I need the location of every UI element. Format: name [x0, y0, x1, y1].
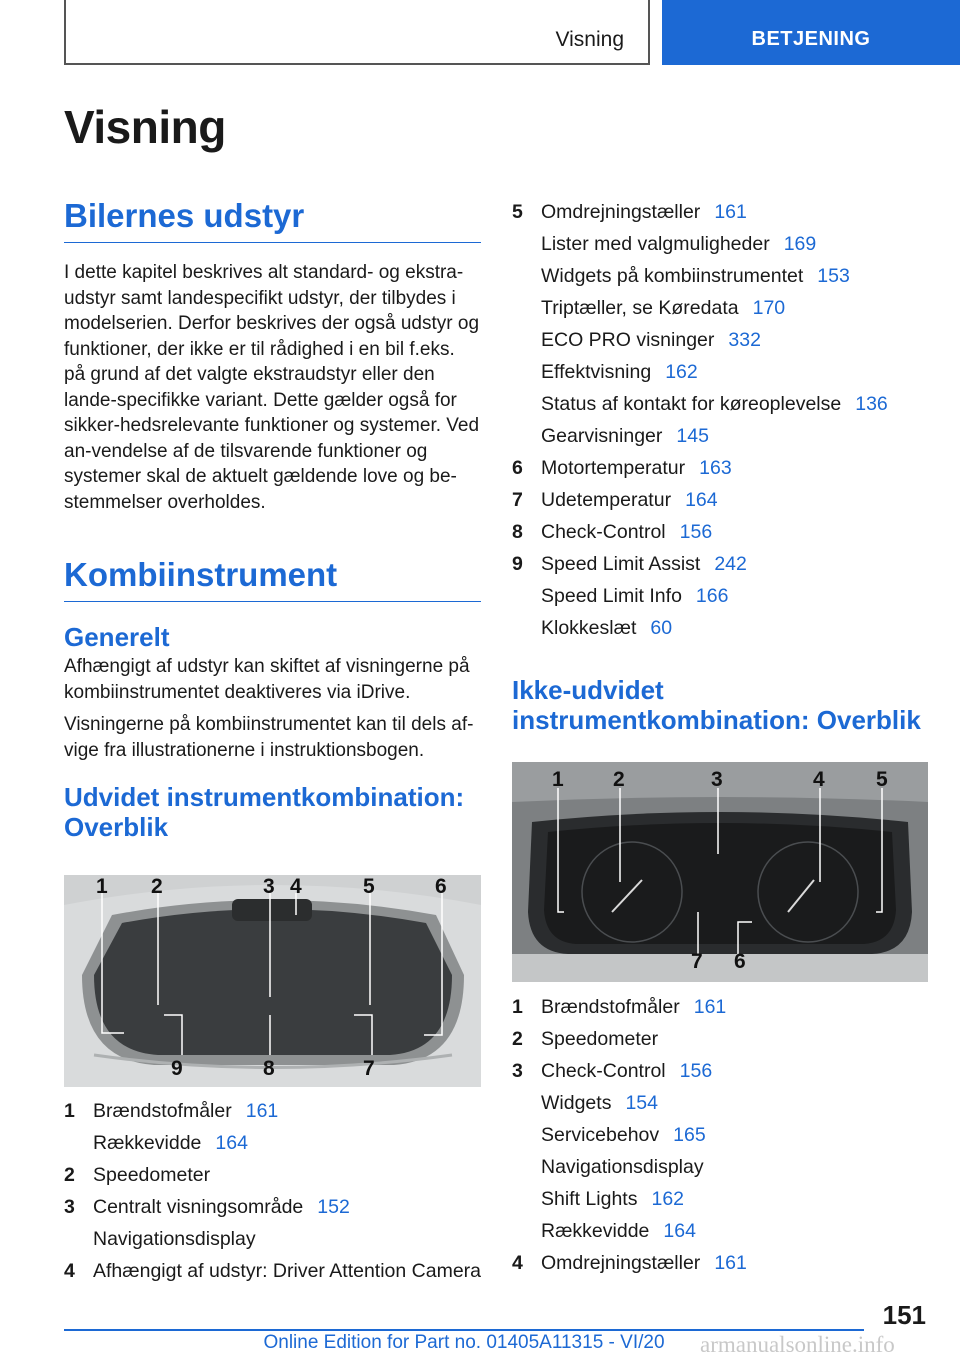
page-reference-link[interactable]: 242: [714, 553, 747, 575]
list-item: 3 Centralt visningsområde 152: [64, 1196, 350, 1218]
right-column: [512, 196, 928, 1279]
list-item: 4 Afhængigt af udstyr: Driver Attention Camera: [64, 1260, 482, 1282]
list-item: Status af kontakt for køreoplevelse 136: [541, 393, 888, 415]
header-chapter-tab: [662, 0, 960, 65]
footer-edition-text: Online Edition for Part no. 01405A11315 - VI/20: [263, 1332, 665, 1353]
figure-extended-cluster-drawing: [64, 875, 481, 1087]
page-reference-link[interactable]: 156: [679, 521, 713, 543]
list-item: 9 Speed Limit Assist 242: [512, 553, 747, 575]
page-reference-link[interactable]: 164: [663, 1220, 696, 1242]
figure-label: 8: [263, 1057, 275, 1080]
page-reference-link[interactable]: 161: [714, 201, 747, 223]
figure-label: 6: [435, 875, 447, 898]
list-item: 1 Brændstofmåler 161: [512, 996, 727, 1018]
list-item: Navigationsdisplay: [541, 1156, 704, 1178]
figure-label: 7: [363, 1057, 375, 1080]
list-item: 2 Speedometer: [512, 1028, 659, 1050]
list-item: 1 Brændstofmåler 161: [64, 1100, 279, 1122]
watermark-text: armanualsonline.info: [700, 1332, 895, 1357]
figure-label: 2: [151, 875, 163, 898]
heading-generelt: Generelt: [64, 622, 170, 652]
list-item: 2 Speedometer: [64, 1164, 211, 1186]
figure-label: 7: [691, 950, 703, 973]
figure-extended-cluster: [64, 875, 481, 1087]
page-reference-link[interactable]: 152: [317, 1196, 350, 1218]
footer-divider: [64, 1329, 864, 1331]
page-reference-link[interactable]: 161: [714, 1252, 747, 1274]
page-reference-link[interactable]: 156: [679, 1060, 713, 1082]
legend-list-standard: [512, 991, 928, 1279]
figure-label: 2: [613, 768, 625, 791]
header-chapter-title: BETJENING: [751, 28, 871, 50]
list-item: Klokkeslæt 60: [541, 617, 673, 639]
legend-list-extended: [64, 1095, 481, 1287]
heading-bilernes-udstyr: Bilernes udstyr: [64, 196, 481, 243]
page-reference-link[interactable]: 164: [215, 1132, 248, 1154]
legend-list-extended-continued: [512, 196, 928, 644]
page-reference-link[interactable]: 161: [693, 996, 727, 1018]
list-item: Rækkevidde 164: [93, 1132, 248, 1154]
page-reference-link[interactable]: 165: [673, 1124, 706, 1146]
left-column: [64, 190, 481, 1287]
heading-ikke-udvidet-overblik: Ikke-udvidet instrumentkombination: Overblik: [512, 675, 921, 735]
figure-label: 3: [263, 875, 275, 898]
page-reference-link[interactable]: 161: [245, 1100, 279, 1122]
page-number: 151: [882, 1300, 926, 1330]
page-reference-link[interactable]: 162: [651, 1188, 685, 1210]
figure-label: 5: [876, 768, 888, 791]
figure-label: 4: [290, 875, 302, 898]
intro-paragraph: I dette kapitel beskrives alt standard- og ekstra-udstyr samt landespecifikt udstyr, der tilbydes i modelserien. Derfor beskrives der også udstyr og funktioner, der ikke er til rådighed i en bil f.eks. på grund af det valgte ekstraudstyr eller den lande-specifikke variant. Dette gælder også for sikker-hedsrelevante funktioner og systemer. Ved an-vendelse af de tilsvarende funktioner og systemer skal de aktuelt gældende love og be-stemmelser overholdes.: [64, 262, 480, 513]
page-reference-link[interactable]: 332: [728, 329, 761, 351]
figure-label: 5: [363, 875, 375, 898]
page-reference-link[interactable]: 145: [676, 425, 709, 447]
figure-label: 1: [96, 875, 108, 898]
heading-udvidet-overblik: Udvidet instrumentkombination: Overblik: [64, 782, 465, 842]
generelt-paragraph-2: Visningerne på kombiinstrumentet kan til dels af-vige fra illustrationerne i instruktionsbogen.: [64, 714, 474, 761]
figure-standard-cluster-drawing: [512, 762, 928, 982]
list-item: 4 Omdrejningstæller 161: [512, 1252, 747, 1274]
page-reference-link[interactable]: 154: [625, 1092, 658, 1114]
list-item: 3 Check-Control 156: [512, 1060, 713, 1082]
list-item: 6 Motortemperatur 163: [512, 457, 732, 479]
page-reference-link[interactable]: 162: [665, 361, 698, 383]
page-reference-link[interactable]: 170: [752, 297, 786, 319]
list-item: Navigationsdisplay: [93, 1228, 256, 1250]
list-item: Shift Lights 162: [541, 1188, 685, 1210]
page-reference-link[interactable]: 60: [650, 617, 673, 639]
list-item: Rækkevidde 164: [541, 1220, 696, 1242]
page-reference-link[interactable]: 153: [817, 265, 850, 287]
list-item: Widgets 154: [541, 1092, 658, 1114]
figure-label: 9: [171, 1057, 183, 1080]
figure-standard-cluster: [512, 762, 928, 982]
list-item: Triptæller, se Køredata 170: [541, 297, 786, 319]
list-item: 8 Check-Control 156: [512, 521, 713, 543]
list-item: Gearvisninger 145: [541, 425, 709, 447]
figure-label: 4: [813, 768, 825, 791]
page-reference-link[interactable]: 166: [695, 585, 729, 607]
list-item: Servicebehov 165: [541, 1124, 706, 1146]
page-title: Visning: [64, 101, 226, 153]
figure-label: 1: [552, 768, 564, 791]
list-item: Lister med valgmuligheder 169: [541, 233, 817, 255]
list-item: 5 Omdrejningstæller 161: [512, 201, 747, 223]
page-reference-link[interactable]: 169: [783, 233, 817, 255]
list-item: Speed Limit Info 166: [541, 585, 729, 607]
page-reference-link[interactable]: 163: [699, 457, 732, 479]
header-section-box: [64, 0, 650, 65]
generelt-paragraph-1: Afhængigt af udstyr kan skiftet af visningerne på kombiinstrumentet deaktiveres via iDrive.: [64, 656, 470, 703]
page-reference-link[interactable]: 164: [685, 489, 718, 511]
list-item: 7 Udetemperatur 164: [512, 489, 718, 511]
figure-label: 6: [734, 950, 746, 973]
page-reference-link[interactable]: 136: [855, 393, 888, 415]
figure-label: 3: [711, 768, 723, 791]
list-item: Effektvisning 162: [541, 361, 698, 383]
list-item: Widgets på kombiinstrumentet 153: [541, 265, 850, 287]
list-item: ECO PRO visninger 332: [541, 329, 761, 351]
heading-kombiinstrument: Kombiinstrument: [64, 555, 481, 602]
header-section-title: Visning: [555, 28, 624, 51]
